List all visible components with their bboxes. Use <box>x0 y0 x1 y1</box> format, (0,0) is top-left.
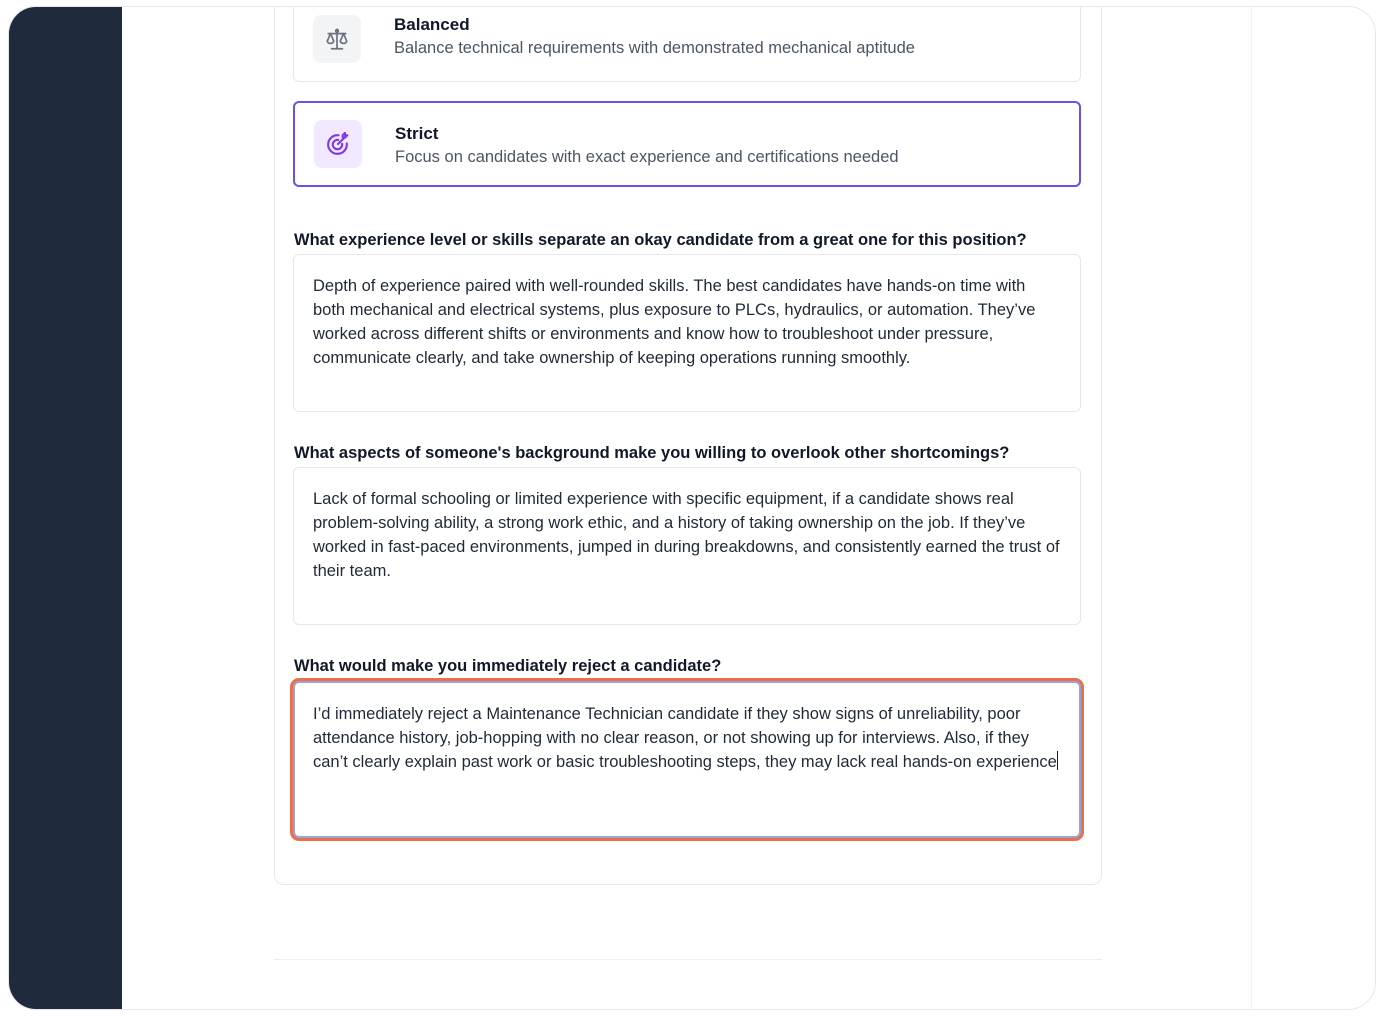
answer-textarea[interactable] <box>293 254 1081 412</box>
text-caret <box>1057 751 1059 770</box>
right-panel-divider <box>1251 7 1252 1009</box>
option-title: Balanced <box>394 15 470 34</box>
option-title: Strict <box>395 124 439 143</box>
option-description: Focus on candidates with exact experience and certifications needed <box>395 148 899 166</box>
scale-icon <box>313 15 361 63</box>
target-icon <box>314 120 362 168</box>
footer-divider <box>274 959 1102 960</box>
question-label: What experience level or skills separate an okay candidate from a great one for this position? <box>294 231 1027 249</box>
answer-textarea[interactable] <box>293 467 1081 625</box>
option-description: Balance technical requirements with demonstrated mechanical aptitude <box>394 39 915 57</box>
sidebar <box>9 7 122 1009</box>
answer-text: Depth of experience paired with well-rounded skills. The best candidates have hands-on time with both mechanical and electrical systems, plus exposure to PLCs, hydraulics, or automation. They’ve worked across different shifts or environments and know how to troubleshoot under pressure, communicate clearly, and take ownership of keeping operations running smoothly. <box>313 277 1036 367</box>
question-label: What would make you immediately reject a candidate? <box>294 657 722 675</box>
option-strict[interactable] <box>293 101 1081 187</box>
answer-text: Lack of formal schooling or limited experience with specific equipment, if a candidate shows real problem-solving ability, a strong work ethic, and a history of taking ownership on the job. If they’ve worked in fast-paced environments, jumped in during breakdowns, and consistently earned the trust of their team. <box>313 490 1060 580</box>
app-window <box>8 6 1376 1010</box>
option-balanced[interactable] <box>293 6 1081 82</box>
answer-text: I’d immediately reject a Maintenance Technician candidate if they show signs of unreliability, poor attendance history, job-hopping with no clear reason, or not showing up for interviews. Also, if they can’t clearly explain past work or basic troubleshooting steps, they may lack real hands-on experience <box>313 705 1057 771</box>
answer-textarea-focused[interactable] <box>293 681 1081 838</box>
question-label: What aspects of someone's background make you willing to overlook other shortcomings? <box>294 444 1010 462</box>
